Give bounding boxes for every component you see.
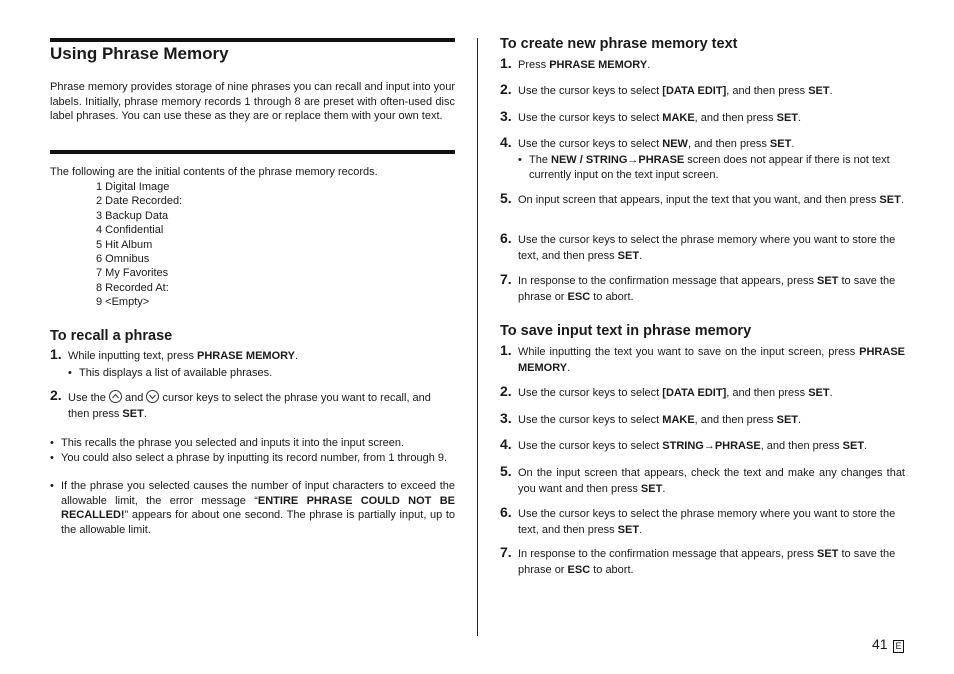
page-number: 41	[872, 636, 888, 652]
save-step-6: 6. Use the cursor keys to select the phrase memory where you want to store the text, and then press SET.	[500, 504, 896, 536]
create-step-4-bullet: • The NEW / STRING→PHRASE screen does not appear if there is not text currently input on the text input screen.	[518, 154, 890, 181]
cursor-down-key-icon	[146, 390, 159, 403]
create-step-7: 7. In response to the confirmation message that appears, press SET to save the phrase or ESC to abort.	[500, 271, 896, 303]
step-number: 2.	[50, 387, 62, 403]
create-step-4: 4. Use the cursor keys to select NEW, and then press SET.	[500, 134, 795, 150]
recall-bullet-2: • You could also select a phrase by inputting its record number, from 1 through 9.	[50, 452, 448, 464]
save-step-3: 3. Use the cursor keys to select MAKE, and then press SET.	[500, 410, 802, 426]
list-item: 1 Digital Image	[96, 181, 170, 193]
records-list	[96, 180, 182, 310]
recall-bullet-1: • This recalls the phrase you selected and inputs it into the input screen.	[50, 437, 405, 449]
list-item: 2 Date Recorded:	[96, 195, 183, 208]
create-heading: To create new phrase memory text	[500, 36, 738, 52]
list-item: 6 Omnibus	[96, 253, 150, 266]
column-divider	[477, 38, 478, 636]
top-rule	[50, 38, 455, 42]
save-step-1: 1. While inputting the text you want to save on the input screen, press PHRASE MEMORY.	[500, 342, 905, 374]
cursor-up-key-icon	[109, 390, 122, 403]
create-step-3: 3. Use the cursor keys to select MAKE, and then press SET.	[500, 108, 802, 124]
list-item: 8 Recorded At:	[96, 281, 169, 294]
list-item: 7 My Favorites	[96, 267, 169, 280]
recall-step-1: 1. While inputting text, press PHRASE MEMORY.	[50, 346, 299, 362]
save-step-4: 4. Use the cursor keys to select STRING→PHRASE, and then press SET.	[500, 436, 868, 452]
save-heading: To save input text in phrase memory	[500, 323, 752, 339]
step-number: 1.	[50, 346, 62, 362]
list-item: 4 Confidential	[96, 224, 164, 237]
save-step-5: 5. On the input screen that appears, check the text and make any changes that you want and then press SET.	[500, 463, 905, 495]
page-title: Using Phrase Memory	[50, 44, 229, 63]
language-badge: E	[893, 640, 904, 653]
create-step-6: 6. Use the cursor keys to select the phrase memory where you want to store the text, and then press SET.	[500, 230, 896, 262]
intro-paragraph: Phrase memory provides storage of nine phrases you can recall and input into your labels. Initially, phrase memory records 1 through 8 are preset with often-used disc label phrases. You can use these as they are or replace them with your own text.	[50, 81, 455, 122]
create-step-2: 2. Use the cursor keys to select [DATA EDIT], and then press SET.	[500, 81, 833, 97]
create-step-5: 5. On input screen that appears, input the text that you want, and then press SET.	[500, 190, 904, 206]
recall-step-1-bullet: • This displays a list of available phrases.	[68, 367, 273, 379]
recall-bullet-3: • If the phrase you selected causes the number of input characters to exceed the allowable limit, the error message “ENTIRE PHRASE COULD NOT BE RECALLED!” appears for about one second. The phrase is partially input, up to the allowable limit.	[50, 480, 455, 536]
recall-step-2: 2. Use the and cursor keys to select the phrase you want to recall, and then press SET.	[50, 387, 431, 420]
recall-heading: To recall a phrase	[50, 328, 173, 344]
save-step-7: 7. In response to the confirmation message that appears, press SET to save the phrase or ESC to abort.	[500, 544, 896, 576]
contents-intro: The following are the initial contents of the phrase memory records.	[50, 166, 378, 178]
save-step-2: 2. Use the cursor keys to select [DATA EDIT], and then press SET.	[500, 383, 833, 399]
list-item: 3 Backup Data	[96, 209, 169, 222]
list-item: 9 <Empty>	[96, 296, 150, 309]
section-rule	[50, 150, 455, 154]
create-step-1: 1. Press PHRASE MEMORY.	[500, 55, 651, 71]
list-item: 5 Hit Album	[96, 238, 153, 251]
